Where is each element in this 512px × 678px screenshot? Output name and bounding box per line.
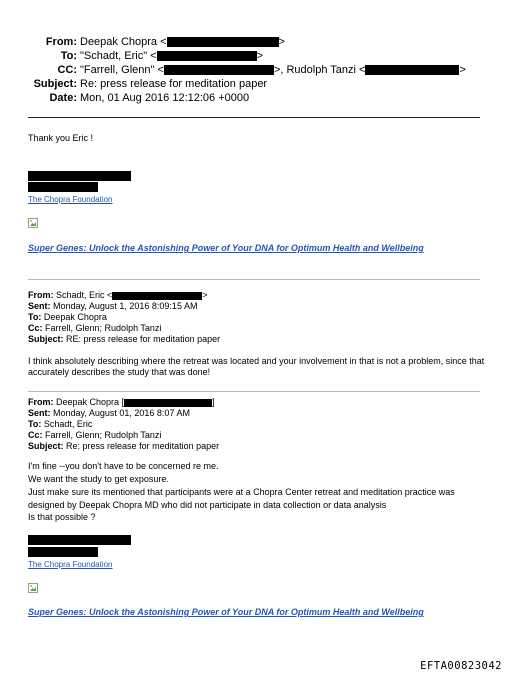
quote2-cc-label: Cc: (28, 430, 43, 440)
quote2-cc-row (28, 430, 161, 442)
quote1-from-row (28, 290, 208, 302)
quote2-body-line: Is that possible ? (28, 512, 96, 522)
header-subject-value: Re: press release for meditation paper (80, 78, 268, 90)
redaction-block (28, 547, 98, 557)
redaction-block (124, 399, 212, 407)
quote2-to-label: To: (28, 419, 42, 429)
header-cc-label: CC: (57, 64, 77, 76)
quote1-sent-row (28, 301, 197, 313)
redaction-block (164, 65, 274, 75)
document-id: EFTA00823042 (420, 660, 502, 672)
quote1-from-value: Schadt, Eric < (56, 290, 113, 300)
super-genes-link[interactable]: Super Genes: Unlock the Astonishing Power of Your DNA for Optimum Health and Wellbeing (28, 607, 424, 617)
broken-image-icon (28, 218, 38, 228)
quote2-subject-label: Subject: (28, 441, 64, 451)
quote1-to-value: Deepak Chopra (43, 312, 107, 322)
quote1-body-line: I think absolutely describing where the retreat was located and your involvement in that is not a problem, since that (28, 356, 485, 366)
redaction-block (28, 182, 98, 192)
header-date-label: Date: (49, 92, 77, 104)
quote2-sent-label: Sent: (28, 408, 51, 418)
quote2-from-row (28, 397, 215, 409)
quote1-to-row (28, 312, 107, 324)
quote1-close-bracket: > (202, 290, 208, 300)
header-from-label: From: (45, 36, 77, 48)
foundation-link[interactable]: The Chopra Foundation (28, 560, 113, 569)
header-close-bracket: > (256, 50, 264, 62)
quote-divider (28, 279, 480, 280)
quote2-sent-value: Monday, August 01, 2016 8:07 AM (53, 408, 190, 418)
reply-body: Thank you Eric ! (28, 133, 94, 143)
broken-image-icon (28, 583, 38, 593)
quote1-subject-value: RE: press release for meditation paper (66, 334, 221, 344)
header-subject-label: Subject: (33, 78, 77, 90)
quote2-body-line: Just make sure its mentioned that participants were at a Chopra Center retreat and meditation practice was (28, 487, 455, 497)
header-from-value: Deepak Chopra < (80, 36, 167, 48)
header-close-bracket: > (278, 36, 285, 48)
header-to-label: To: (60, 50, 77, 62)
quote1-from-label: From: (28, 290, 54, 300)
header-date-value: Mon, 01 Aug 2016 12:12:06 +0000 (80, 92, 250, 104)
quote1-sent-value: Monday, August 1, 2016 8:09:15 AM (53, 301, 198, 311)
quote1-cc-value: Farrell, Glenn; Rudolph Tanzi (45, 323, 162, 333)
quote2-sent-row (28, 408, 190, 420)
header-cc-value-2: >, Rudolph Tanzi < (273, 64, 366, 76)
header-to-value: "Schadt, Eric" < (80, 50, 157, 62)
foundation-link[interactable]: The Chopra Foundation (28, 195, 113, 204)
header-cc-value-1: "Farrell, Glenn" < (80, 64, 164, 76)
quote2-close-bracket: ] (212, 397, 215, 407)
quote2-body-line: I'm fine --you don't have to be concerned re me. (28, 461, 219, 471)
quote2-to-row (28, 419, 92, 431)
quote1-cc-row (28, 323, 161, 335)
quote2-body-line: We want the study to get exposure. (28, 474, 169, 484)
quote2-subject-value: Re: press release for meditation paper (66, 441, 220, 451)
quote1-body-line: accurately describes the study that was done! (28, 367, 211, 377)
redaction-block (157, 51, 257, 61)
redaction-block (28, 171, 131, 181)
quote1-subject-label: Subject: (28, 334, 64, 344)
quote1-to-label: To: (28, 312, 42, 322)
quote2-body-line: designed by Deepak Chopra MD who did not participate in data collection or data analysis (28, 500, 387, 510)
quote2-from-value: Deepak Chopra [ (56, 397, 125, 407)
quote-divider (28, 391, 480, 392)
quote1-sent-label: Sent: (28, 301, 51, 311)
super-genes-link[interactable]: Super Genes: Unlock the Astonishing Power of Your DNA for Optimum Health and Wellbeing (28, 243, 424, 253)
quote1-subject-row (28, 334, 220, 346)
redaction-block (28, 535, 131, 545)
quote1-cc-label: Cc: (28, 323, 43, 333)
header-divider (28, 117, 480, 118)
redaction-block (112, 292, 202, 300)
redaction-block (167, 37, 279, 47)
quote2-subject-row (28, 441, 219, 453)
quote2-from-label: From: (28, 397, 54, 407)
header-close-bracket: > (459, 64, 466, 76)
quote2-to-value: Schadt, Eric (43, 419, 93, 429)
quote2-cc-value: Farrell, Glenn; Rudolph Tanzi (45, 430, 162, 440)
redaction-block (365, 65, 459, 75)
